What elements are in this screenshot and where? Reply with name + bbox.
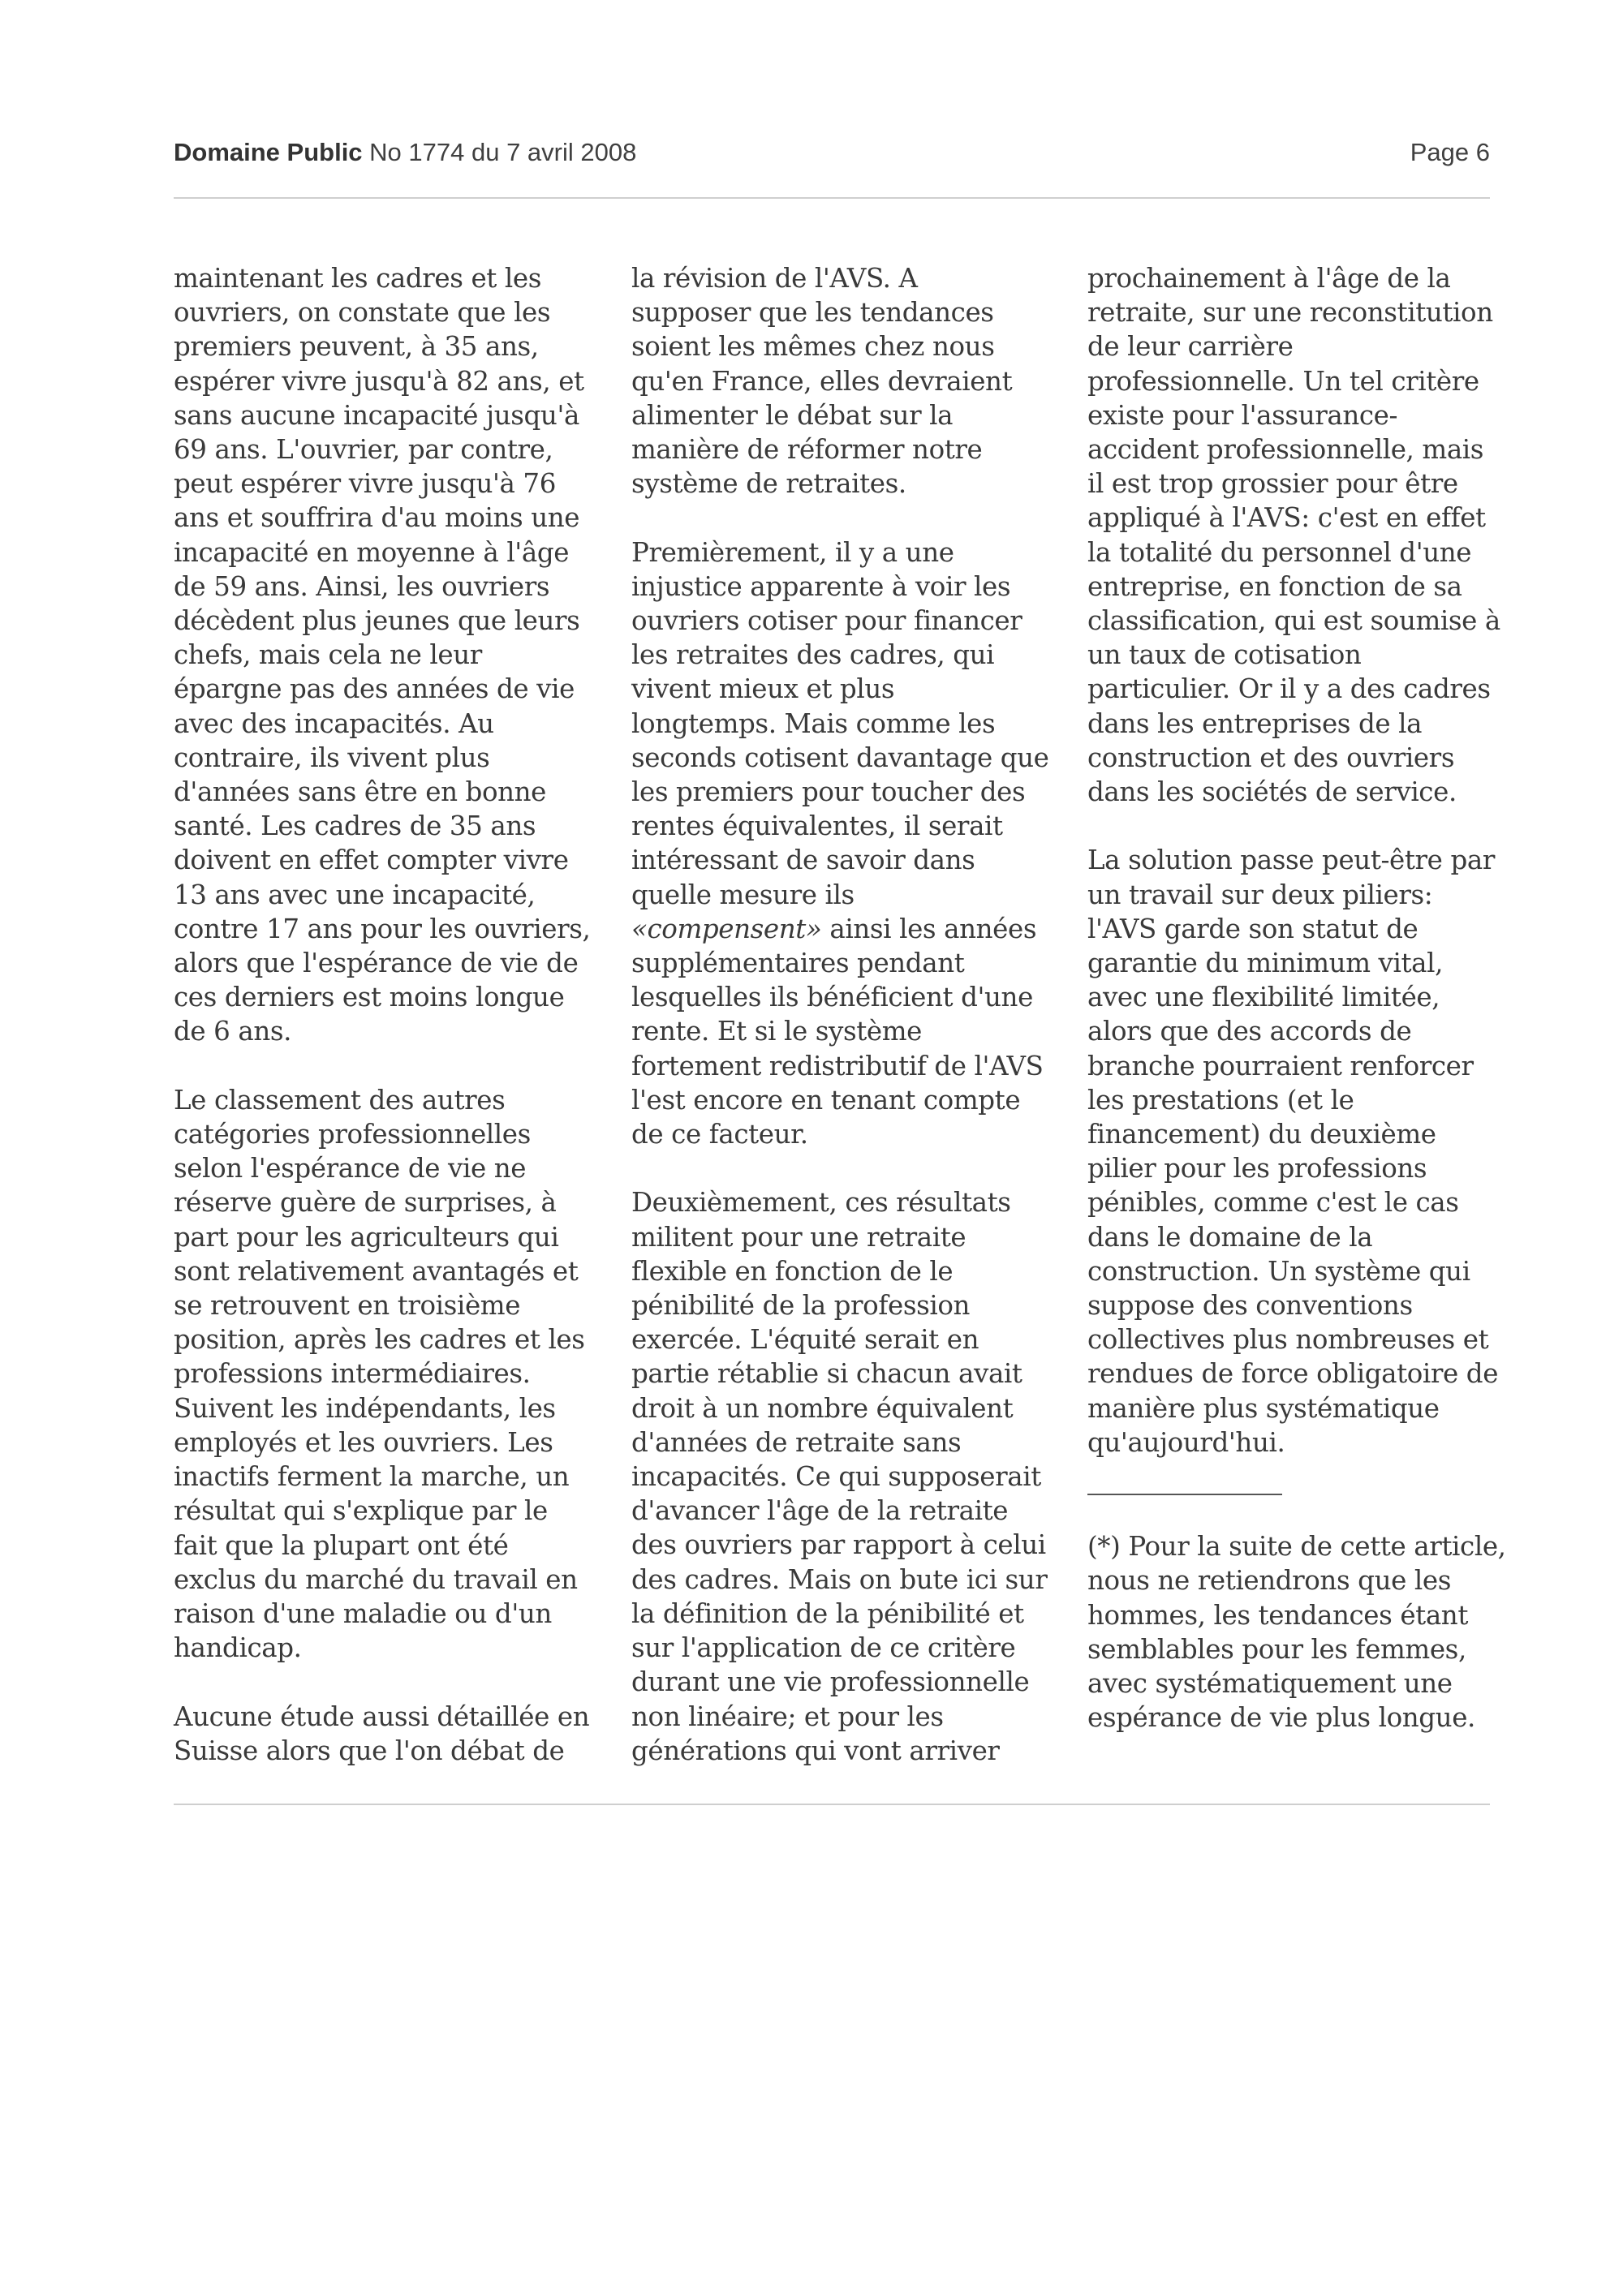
article-column-1	[174, 261, 596, 1768]
paragraph: Le classement des autres catégories professionnelles selon l'espérance de vie ne réserve guère de surprises, à part pour les agriculteurs qui sont relativement avantagés et se retrouvent en troisième position, après les cadres et les professions intermédiaires. Suivent les indépendants, les employés et les ouvriers. Les inactifs ferment la marche, un résultat qui s'explique par le fait que la plupart ont été exclus du marché du travail en raison d'une maladie ou d'un handicap.	[174, 1084, 585, 1664]
footnote: (*) Pour la suite de cette article, nous ne retiendrons que les hommes, les tendances étant semblables pour les femmes, avec systématiquement une espérance de vie plus longue.	[1087, 1531, 1506, 1734]
paragraph: Deuxièmement, ces résultats militent pour une retraite flexible en fonction de le pénibilité de la profession exercée. L'équité serait en partie rétablie si chacun avait droit à un nombre équivalent d'années de retraite sans incapacités. Ce qui supposerait d'avancer l'âge de la retraite des ouvriers par rapport à celui des cadres. Mais on bute ici sur la définition de la pénibilité et sur l'application de ce critère durant une vie professionnelle non linéaire; et pour les générations qui vont arriver	[631, 1187, 1048, 1766]
paragraph: la révision de l'AVS. A supposer que les tendances soient les mêmes chez nous qu'en France, elles devraient alimenter le débat sur la manière de réformer notre système de retraites.	[631, 263, 1013, 500]
emphasized-term: «compensent»	[631, 913, 822, 944]
paragraph	[631, 535, 1053, 1152]
page-header	[174, 130, 1490, 178]
page-number: Page 6	[1410, 138, 1490, 166]
paragraph-text: Premièrement, il y a une injustice apparente à voir les ouvriers cotiser pour financer les retraites des cadres, qui vivent mieux et plus longtemps. Mais comme les seconds cotisent davantage que les premiers pour toucher des rentes équivalentes, il serait intéressant de savoir dans quelle mesure ils	[631, 536, 1049, 910]
publication-name: Domaine Public	[174, 138, 363, 166]
paragraph: Aucune étude aussi détaillée en Suisse alors que l'on débat de	[174, 1701, 590, 1766]
article-column-2	[631, 261, 1053, 1768]
issue-info: No 1774 du 7 avril 2008	[362, 138, 637, 166]
footnote-separator	[1087, 1494, 1282, 1495]
paragraph-text: ainsi les années supplémentaires pendant lesquelles ils bénéficient d'une rente. Et si le système fortement redistributif de l'AVS l'est encore en tenant compte de ce facteur.	[631, 913, 1044, 1150]
paragraph: maintenant les cadres et les ouvriers, on constate que les premiers peuvent, à 35 ans, espérer vivre jusqu'à 82 ans, et sans aucune incapacité jusqu'à 69 ans. L'ouvrier, par contre, peut espérer vivre jusqu'à 76 ans et souffrira d'au moins une incapacité en moyenne à l'âge de 59 ans. Ainsi, les ouvriers décèdent plus jeunes que leurs chefs, mais cela ne leur épargne pas des années de vie avec des incapacités. Au contraire, ils vivent plus d'années sans être en bonne santé. Les cadres de 35 ans doivent en effet compter vivre 13 ans avec une incapacité, contre 17 ans pour les ouvriers, alors que l'espérance de vie de ces derniers est moins longue de 6 ans.	[174, 263, 591, 1047]
paragraph: prochainement à l'âge de la retraite, sur une reconstitution de leur carrière professionnelle. Un tel critère existe pour l'assurance- accident professionnelle, mais il est trop grossier pour être appliqué à l'AVS: c'est en effet la totalité du personnel d'une entreprise, en fonction de sa classification, qui est soumise à un taux de cotisation particulier. Or il y a des cadres dans les entreprises de la construction et des ouvriers dans les sociétés de service.	[1087, 263, 1500, 808]
header-rule	[174, 197, 1490, 199]
footer-rule	[174, 1804, 1490, 1805]
article-column-3	[1087, 261, 1509, 1735]
paragraph: La solution passe peut-être par un travail sur deux piliers: l'AVS garde son statut de garantie du minimum vital, avec une flexibilité limitée, alors que des accords de branche pourraient renforcer les prestations (et le financement) du deuxième pilier pour les professions pénibles, comme c'est le cas dans le domaine de la construction. Un système qui suppose des conventions collectives plus nombreuses et rendues de force obligatoire de manière plus systématique qu'aujourd'hui.	[1087, 845, 1499, 1458]
publication-info	[174, 138, 636, 167]
